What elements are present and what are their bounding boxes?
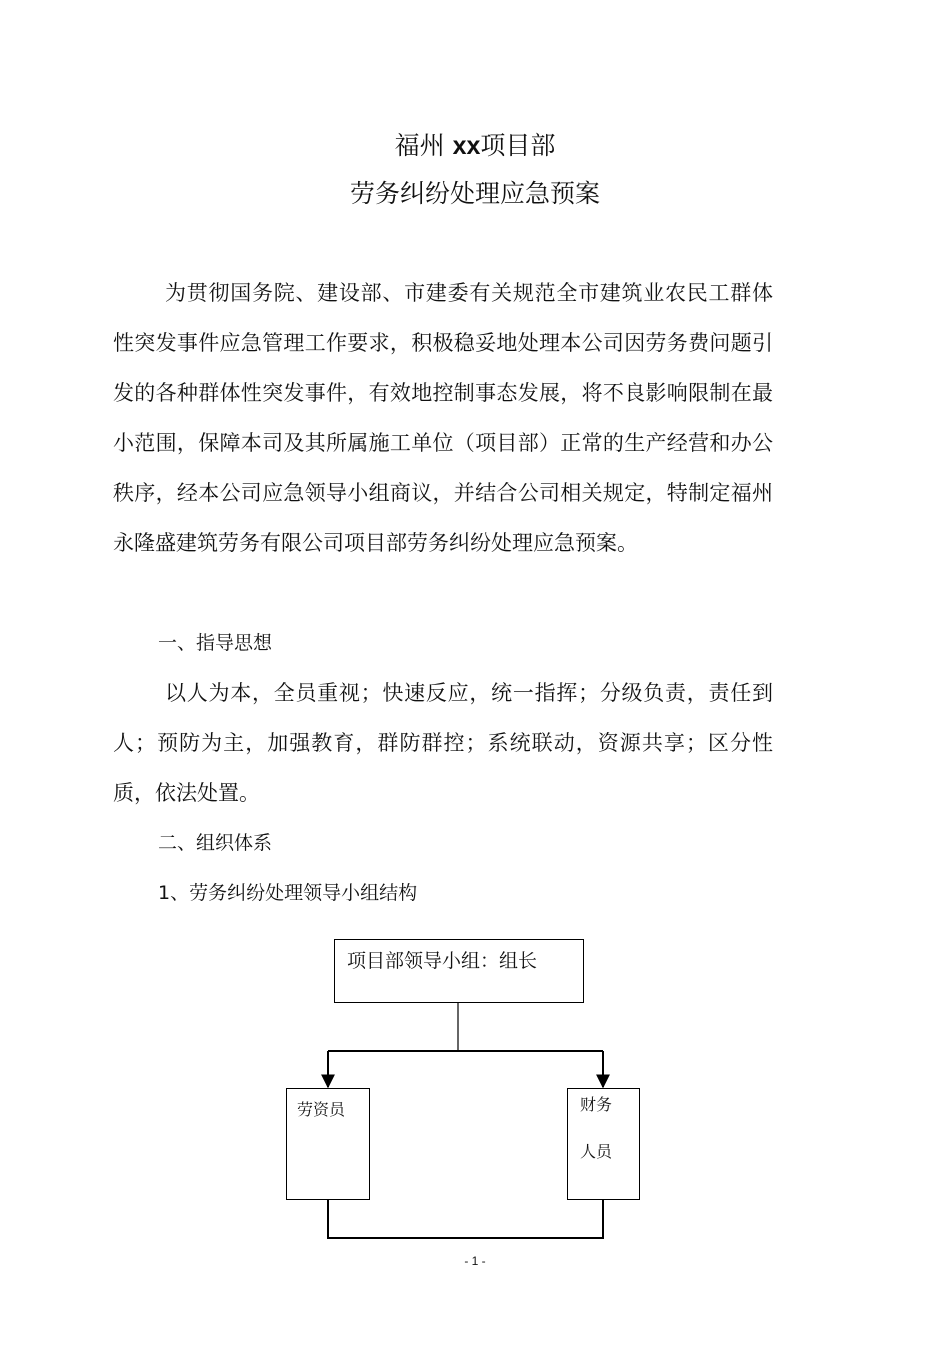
finance-label-line2: 人员 — [580, 1142, 613, 1161]
title-suffix: 项目部 — [480, 131, 556, 160]
section-heading-guiding-ideology: 一、指导思想 — [158, 632, 273, 654]
org-box-finance-staff — [567, 1088, 640, 1200]
section-heading-organization: 二、组织体系 — [158, 832, 273, 854]
document-subtitle: 劳务纠纷处理应急预案 — [349, 179, 600, 208]
org-box-labor-officer: 劳资员 — [286, 1088, 370, 1200]
title-code: xx — [452, 132, 481, 160]
connector-bottom — [328, 1200, 603, 1238]
title-prefix: 福州 — [394, 131, 445, 160]
org-box-leadership-group: 项目部领导小组：组长 — [334, 939, 584, 1003]
guiding-ideology-text: 以人为本，全员重视；快速反应，统一指挥；分级负责，责任到人；预防为主，加强教育，群防群控；系统联动，资源共享；区分性质，依法处置。 — [113, 681, 773, 805]
intro-paragraph: 为贯彻国务院、建设部、市建委有关规范全市建筑业农民工群体性突发事件应急管理工作要求，积极稳妥地处理本公司因劳务费问题引发的各种群体性突发事件，有效地控制事态发展，将不良影响限制在最小范围，保障本司及其所属施工单位（项目部）正常的生产经营和办公秩序，经本公司应急领导小组商议，并结合公司相关规定，特制定福州永隆盛建筑劳务有限公司项目部劳务纠纷处理应急预案。 — [113, 281, 773, 555]
subsection-heading-leadership-structure: 1、劳务纠纷处理领导小组结构 — [158, 882, 418, 904]
finance-label-line1: 财务 — [580, 1095, 613, 1114]
page-number: - 1 - — [464, 1254, 486, 1268]
